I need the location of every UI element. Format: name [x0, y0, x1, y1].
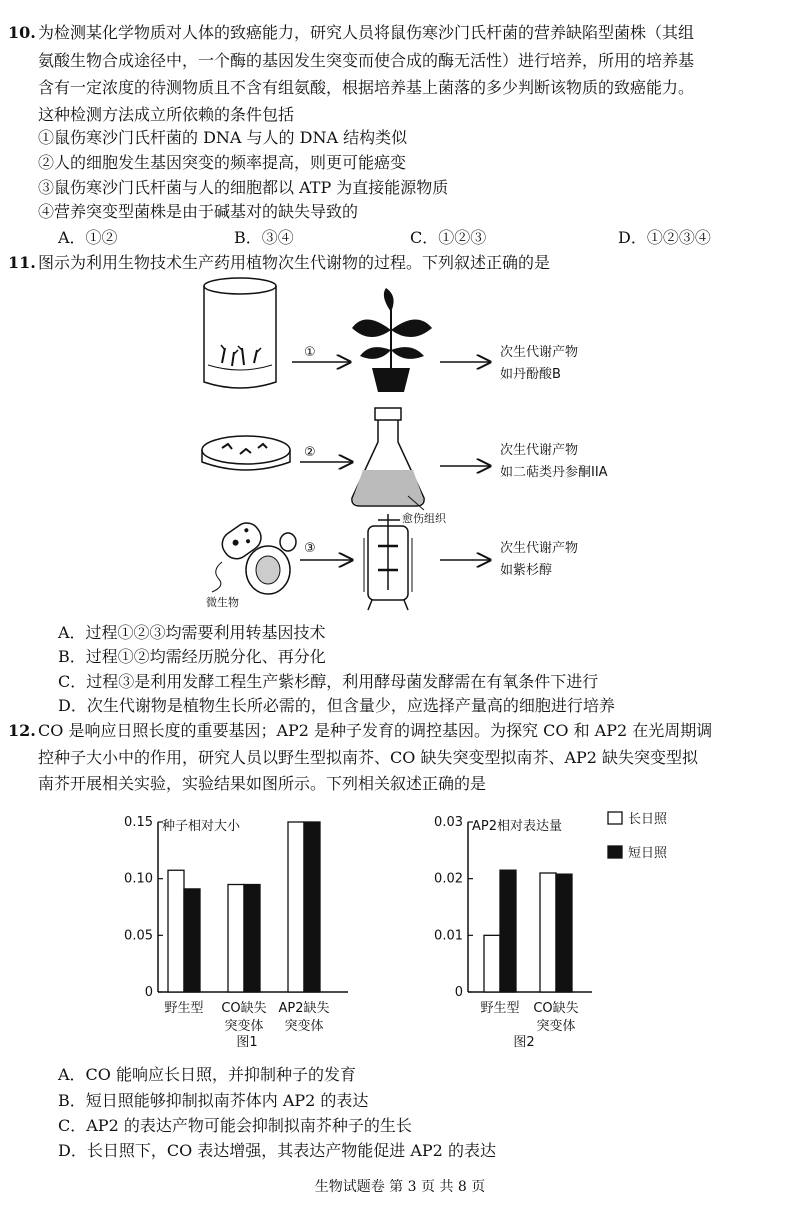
q11-option-a: A．过程①②③均需要利用转基因技术 — [58, 623, 326, 642]
q10-item-2: ②人的细胞发生基因突变的频率提高，则更可能癌变 — [38, 153, 407, 172]
bar-short-day — [556, 874, 572, 992]
q10-stem-line-4: 这种检测方法成立所依赖的条件包括 — [38, 105, 295, 124]
y-tick-label: 0 — [144, 985, 153, 1000]
jar-culture-icon — [204, 278, 276, 388]
q10-option-a: A．①② — [58, 228, 118, 247]
bar-short-day — [184, 889, 200, 992]
step-3-label: ③ — [304, 541, 316, 556]
product-1-line-2: 如丹酚酸B — [500, 367, 561, 382]
fermenter-icon — [364, 514, 412, 610]
q10-stem-line-2: 氨酸生物合成途径中，一个酶的基因发生突变而使合成的酶无活性）进行培养，所用的培养基 — [38, 51, 695, 70]
bar-long-day — [228, 885, 244, 992]
flask-icon — [352, 408, 424, 510]
legend-swatch-long-day — [608, 812, 622, 824]
q12-option-b: B．短日照能够抑制拟南芥体内 AP2 的表达 — [58, 1091, 369, 1110]
category-label: AP2缺失 — [278, 1001, 330, 1016]
category-label: 突变体 — [536, 1019, 576, 1034]
figure-caption: 图1 — [236, 1035, 258, 1050]
bar-long-day — [288, 822, 304, 992]
q12-option-a: A．CO 能响应长日照，并抑制种子的发育 — [58, 1065, 357, 1084]
category-label: CO缺失 — [533, 1001, 579, 1016]
microbe-icon — [212, 518, 296, 594]
q12-stem-line-1: CO 是响应日照长度的重要基因；AP2 是种子发育的调控基因。为探究 CO 和 AP2 在光周期调 — [38, 721, 713, 740]
q11-number: 11. — [8, 253, 36, 272]
bar-long-day — [484, 935, 500, 992]
product-3-line-1: 次生代谢产物 — [500, 541, 579, 556]
product-1-line-1: 次生代谢产物 — [500, 345, 579, 360]
q12-option-c: C．AP2 的表达产物可能会抑制拟南芥种子的生长 — [58, 1116, 412, 1135]
product-2-line-2: 如二萜类丹参酮IIA — [500, 465, 608, 480]
chart-title: AP2相对表达量 — [472, 819, 563, 834]
category-label: 突变体 — [224, 1019, 264, 1034]
bar-long-day — [168, 870, 184, 992]
step-1-label: ① — [304, 345, 316, 360]
callus-label: 愈伤组织 — [402, 512, 446, 525]
q12-stem-line-2: 控种子大小中的作用，研究人员以野生型拟南芥、CO 缺失突变型拟南芥、AP2 缺失突变型拟 — [38, 748, 699, 767]
q10-option-b: B．③④ — [234, 228, 294, 247]
q10-item-4: ④营养突变型菌株是由于碱基对的缺失导致的 — [38, 202, 359, 221]
microbe-label: 微生物 — [206, 596, 239, 609]
bar-short-day — [500, 870, 516, 992]
y-tick-label: 0.10 — [124, 871, 153, 887]
y-tick-label: 0.03 — [434, 815, 463, 830]
y-tick-label: 0.02 — [434, 871, 463, 887]
product-2-line-1: 次生代谢产物 — [500, 443, 579, 458]
legend-label: 短日照 — [628, 846, 668, 861]
step-2-label: ② — [304, 445, 316, 460]
q11-option-b: B．过程①②均需经历脱分化、再分化 — [58, 647, 326, 666]
bar-long-day — [540, 873, 556, 992]
page-footer: 生物试题卷 第 3 页 共 8 页 — [314, 1179, 486, 1195]
ap2-expression-chart — [420, 800, 700, 1062]
q10-number: 10. — [8, 23, 36, 42]
q12-stem-line-3: 南芥开展相关实验，实验结果如图所示。下列相关叙述正确的是 — [38, 774, 487, 793]
category-label: 突变体 — [284, 1019, 324, 1034]
bar-short-day — [304, 822, 320, 992]
q10-stem-line-1: 为检测某化学物质对人体的致癌能力，研究人员将鼠伤寒沙门氏杆菌的营养缺陷型菌株（其组 — [38, 23, 695, 42]
q12-option-d: D．长日照下，CO 表达增强，其表达产物能促进 AP2 的表达 — [58, 1141, 496, 1160]
bar-short-day — [244, 885, 260, 992]
y-tick-label: 0.15 — [124, 815, 153, 830]
figure-caption: 图2 — [513, 1035, 535, 1050]
legend-label: 长日照 — [628, 812, 668, 827]
y-tick-label: 0.05 — [124, 928, 153, 944]
product-3-line-2: 如紫杉醇 — [500, 563, 553, 578]
y-tick-label: 0.01 — [434, 928, 463, 944]
petri-dish-icon — [202, 436, 290, 470]
q10-option-d: D．①②③④ — [618, 228, 711, 247]
chart-title: 种子相对大小 — [162, 819, 241, 834]
y-tick-label: 0 — [454, 985, 463, 1000]
q11-option-d: D．次生代谢物是植物生长所必需的，但含量少，应选择产量高的细胞进行培养 — [58, 696, 615, 715]
seed-size-chart — [110, 800, 350, 1062]
category-label: 野生型 — [164, 1001, 204, 1016]
legend-swatch-short-day — [608, 846, 622, 858]
q11-process-figure — [0, 270, 800, 620]
q11-option-c: C．过程③是利用发酵工程生产紫杉醇，利用酵母菌发酵需在有氧条件下进行 — [58, 672, 599, 691]
q10-stem-line-3: 含有一定浓度的待测物质且不含有组氨酸，根据培养基上菌落的多少判断该物质的致癌能力。 — [38, 78, 695, 97]
q11-stem: 图示为利用生物技术生产药用植物次生代谢物的过程。下列叙述正确的是 — [38, 253, 551, 272]
q12-number: 12. — [8, 721, 36, 740]
q10-option-c: C．①②③ — [410, 228, 487, 247]
potted-plant-icon — [352, 288, 432, 392]
q10-item-3: ③鼠伤寒沙门氏杆菌与人的细胞都以 ATP 为直接能源物质 — [38, 178, 449, 197]
category-label: CO缺失 — [221, 1001, 267, 1016]
q10-item-1: ①鼠伤寒沙门氏杆菌的 DNA 与人的 DNA 结构类似 — [38, 128, 408, 147]
category-label: 野生型 — [480, 1001, 520, 1016]
